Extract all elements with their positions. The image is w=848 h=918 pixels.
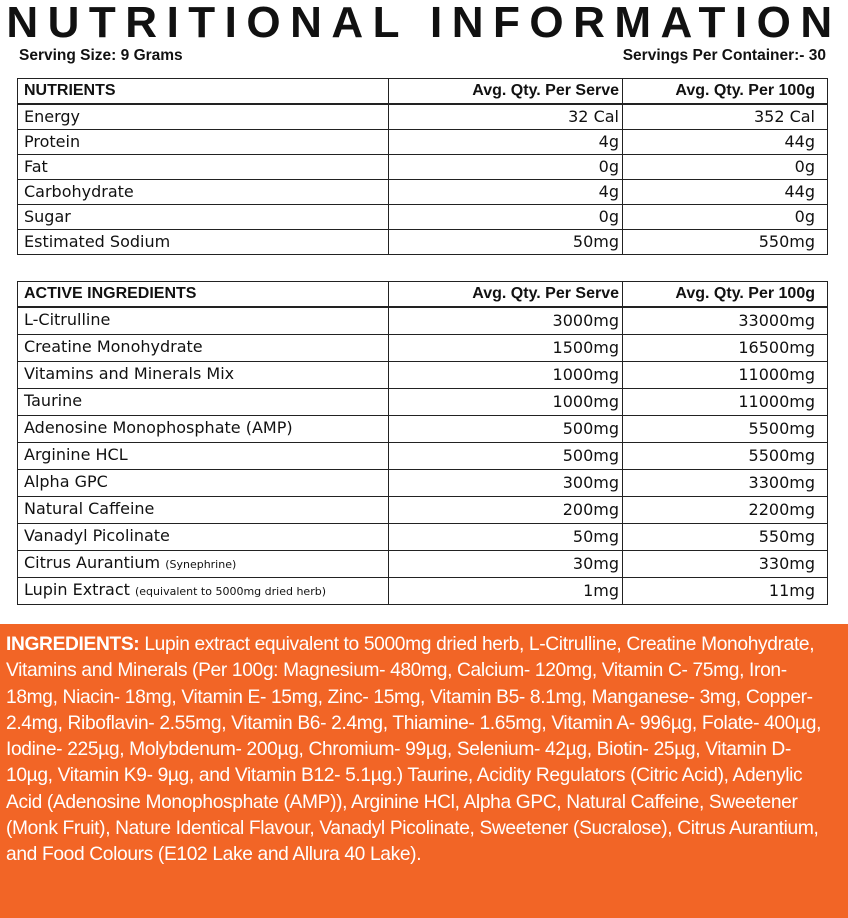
ingredients-text: Lupin extract equivalent to 5000mg dried herb, L-Citrulline, Creatine Monohydrate, Vitamins and Minerals (Per 100g: Magnesium- 480mg, Calcium- 120mg, Vitamin C- 75mg, Iron- 18mg, Niacin- 18mg, Vitamin E- 15mg, Zinc- 15mg, Vitamin B5- 8.1mg, Manganese- 3mg, Copper- 2.4mg, Riboflavin- 2.55mg, Vitamin B6- 2.4mg, Thiamine- 1.65mg, Vitamin A- 996µg, Folate- 400µg, Iodine- 225µg, Molybdenum- 200µg, Chromium- 99µg, Selenium- 42µg, Biotin- 25µg, Vitamin D- 10µg, Vitamin K9- 9µg, and Vitamin B12- 5.1µg.) Taurine, Acidity Regulators (Citric Acid), Adenylic Acid (Adenosine Monophosphate (AMP)), Arginine HCl, Alpha GPC, Natural Caffeine, Sweetener (Monk Fruit), Nature Identical Flavour, Vanadyl Picolinate, Sweetener (Sucralose), Citrus Aurantium, and Food Colours (E102 Lake and Allura 40 Lake). xyxy=(6,634,822,866)
row-name-cell xyxy=(18,180,389,205)
table-row xyxy=(18,389,828,416)
column-header-active-ingredients: ACTIVE INGREDIENTS xyxy=(18,282,389,308)
active-ingredients-table xyxy=(17,281,828,605)
per-100g-cell: 2200mg xyxy=(623,497,828,524)
per-serve-cell: 1000mg xyxy=(389,389,623,416)
per-100g-cell: 11000mg xyxy=(623,362,828,389)
per-serve-cell: 50mg xyxy=(389,230,623,255)
column-header-per-100g: Avg. Qty. Per 100g xyxy=(623,79,828,105)
ingredient-name: Protein xyxy=(24,132,81,151)
per-serve-cell: 32 Cal xyxy=(389,104,623,130)
table-row xyxy=(18,104,828,130)
row-name-cell xyxy=(18,443,389,470)
per-serve-cell: 1500mg xyxy=(389,335,623,362)
ingredient-name: Vitamins and Minerals Mix xyxy=(24,364,235,383)
ingredient-name: Citrus Aurantium xyxy=(24,553,161,572)
per-serve-cell: 1000mg xyxy=(389,362,623,389)
column-header-per-serve: Avg. Qty. Per Serve xyxy=(389,282,623,308)
ingredient-name: Arginine HCL xyxy=(24,445,128,464)
row-name-cell xyxy=(18,416,389,443)
table-row xyxy=(18,443,828,470)
table-row xyxy=(18,551,828,578)
per-100g-cell: 33000mg xyxy=(623,307,828,335)
ingredient-name: L-Citrulline xyxy=(24,310,111,329)
per-serve-cell: 3000mg xyxy=(389,307,623,335)
table-row xyxy=(18,180,828,205)
nutrients-table xyxy=(17,78,828,255)
ingredient-name: Energy xyxy=(24,107,81,126)
ingredient-name: Adenosine Monophosphate (AMP) xyxy=(24,418,293,437)
table-row xyxy=(18,578,828,605)
table-row xyxy=(18,497,828,524)
page-title: NUTRITIONAL INFORMATION xyxy=(6,0,842,47)
ingredient-name: Alpha GPC xyxy=(24,472,108,491)
row-name-cell xyxy=(18,104,389,130)
ingredient-name: Fat xyxy=(24,157,48,176)
ingredient-name: Carbohydrate xyxy=(24,182,134,201)
row-name-cell xyxy=(18,155,389,180)
ingredient-note: (equivalent to 5000mg dried herb) xyxy=(135,585,326,598)
servings-per-container: Servings Per Container:- 30 xyxy=(622,47,826,64)
row-name-cell xyxy=(18,205,389,230)
per-serve-cell: 200mg xyxy=(389,497,623,524)
per-100g-cell: 330mg xyxy=(623,551,828,578)
per-serve-cell: 0g xyxy=(389,205,623,230)
per-100g-cell: 16500mg xyxy=(623,335,828,362)
per-serve-cell: 0g xyxy=(389,155,623,180)
table-row xyxy=(18,335,828,362)
row-name-cell xyxy=(18,551,389,578)
table-row xyxy=(18,470,828,497)
per-100g-cell: 0g xyxy=(623,155,828,180)
row-name-cell xyxy=(18,524,389,551)
per-serve-cell: 500mg xyxy=(389,443,623,470)
per-100g-cell: 11000mg xyxy=(623,389,828,416)
per-100g-cell: 5500mg xyxy=(623,443,828,470)
serving-size: Serving Size: 9 Grams xyxy=(19,47,183,64)
per-100g-cell: 3300mg xyxy=(623,470,828,497)
row-name-cell xyxy=(18,130,389,155)
ingredient-name: Natural Caffeine xyxy=(24,499,155,518)
per-100g-cell: 550mg xyxy=(623,524,828,551)
row-name-cell xyxy=(18,307,389,335)
column-header-per-serve: Avg. Qty. Per Serve xyxy=(389,79,623,105)
per-100g-cell: 5500mg xyxy=(623,416,828,443)
active-header-row xyxy=(18,282,828,308)
row-name-cell xyxy=(18,497,389,524)
ingredient-name: Sugar xyxy=(24,207,71,226)
per-100g-cell: 352 Cal xyxy=(623,104,828,130)
ingredient-note: (Synephrine) xyxy=(165,558,237,571)
per-serve-cell: 300mg xyxy=(389,470,623,497)
per-serve-cell: 500mg xyxy=(389,416,623,443)
ingredients-label: INGREDIENTS: xyxy=(6,634,140,655)
per-100g-cell: 44g xyxy=(623,180,828,205)
column-header-nutrients: NUTRIENTS xyxy=(18,79,389,105)
table-row xyxy=(18,307,828,335)
per-100g-cell: 44g xyxy=(623,130,828,155)
per-100g-cell: 11mg xyxy=(623,578,828,605)
table-row xyxy=(18,155,828,180)
ingredient-name: Vanadyl Picolinate xyxy=(24,526,170,545)
table-row xyxy=(18,205,828,230)
row-name-cell xyxy=(18,389,389,416)
ingredient-name: Estimated Sodium xyxy=(24,232,171,251)
table-row xyxy=(18,524,828,551)
table-row xyxy=(18,230,828,255)
table-row xyxy=(18,416,828,443)
table-row xyxy=(18,362,828,389)
table-row xyxy=(18,130,828,155)
per-serve-cell: 30mg xyxy=(389,551,623,578)
per-100g-cell: 0g xyxy=(623,205,828,230)
row-name-cell xyxy=(18,470,389,497)
nutrients-header-row xyxy=(18,79,828,105)
ingredient-name: Creatine Monohydrate xyxy=(24,337,203,356)
per-serve-cell: 50mg xyxy=(389,524,623,551)
ingredient-name: Taurine xyxy=(24,391,83,410)
per-serve-cell: 4g xyxy=(389,180,623,205)
row-name-cell xyxy=(18,335,389,362)
row-name-cell xyxy=(18,362,389,389)
per-100g-cell: 550mg xyxy=(623,230,828,255)
per-serve-cell: 1mg xyxy=(389,578,623,605)
column-header-per-100g: Avg. Qty. Per 100g xyxy=(623,282,828,308)
ingredient-name: Lupin Extract xyxy=(24,580,130,599)
per-serve-cell: 4g xyxy=(389,130,623,155)
ingredients-panel xyxy=(0,624,848,918)
row-name-cell xyxy=(18,578,389,605)
row-name-cell xyxy=(18,230,389,255)
